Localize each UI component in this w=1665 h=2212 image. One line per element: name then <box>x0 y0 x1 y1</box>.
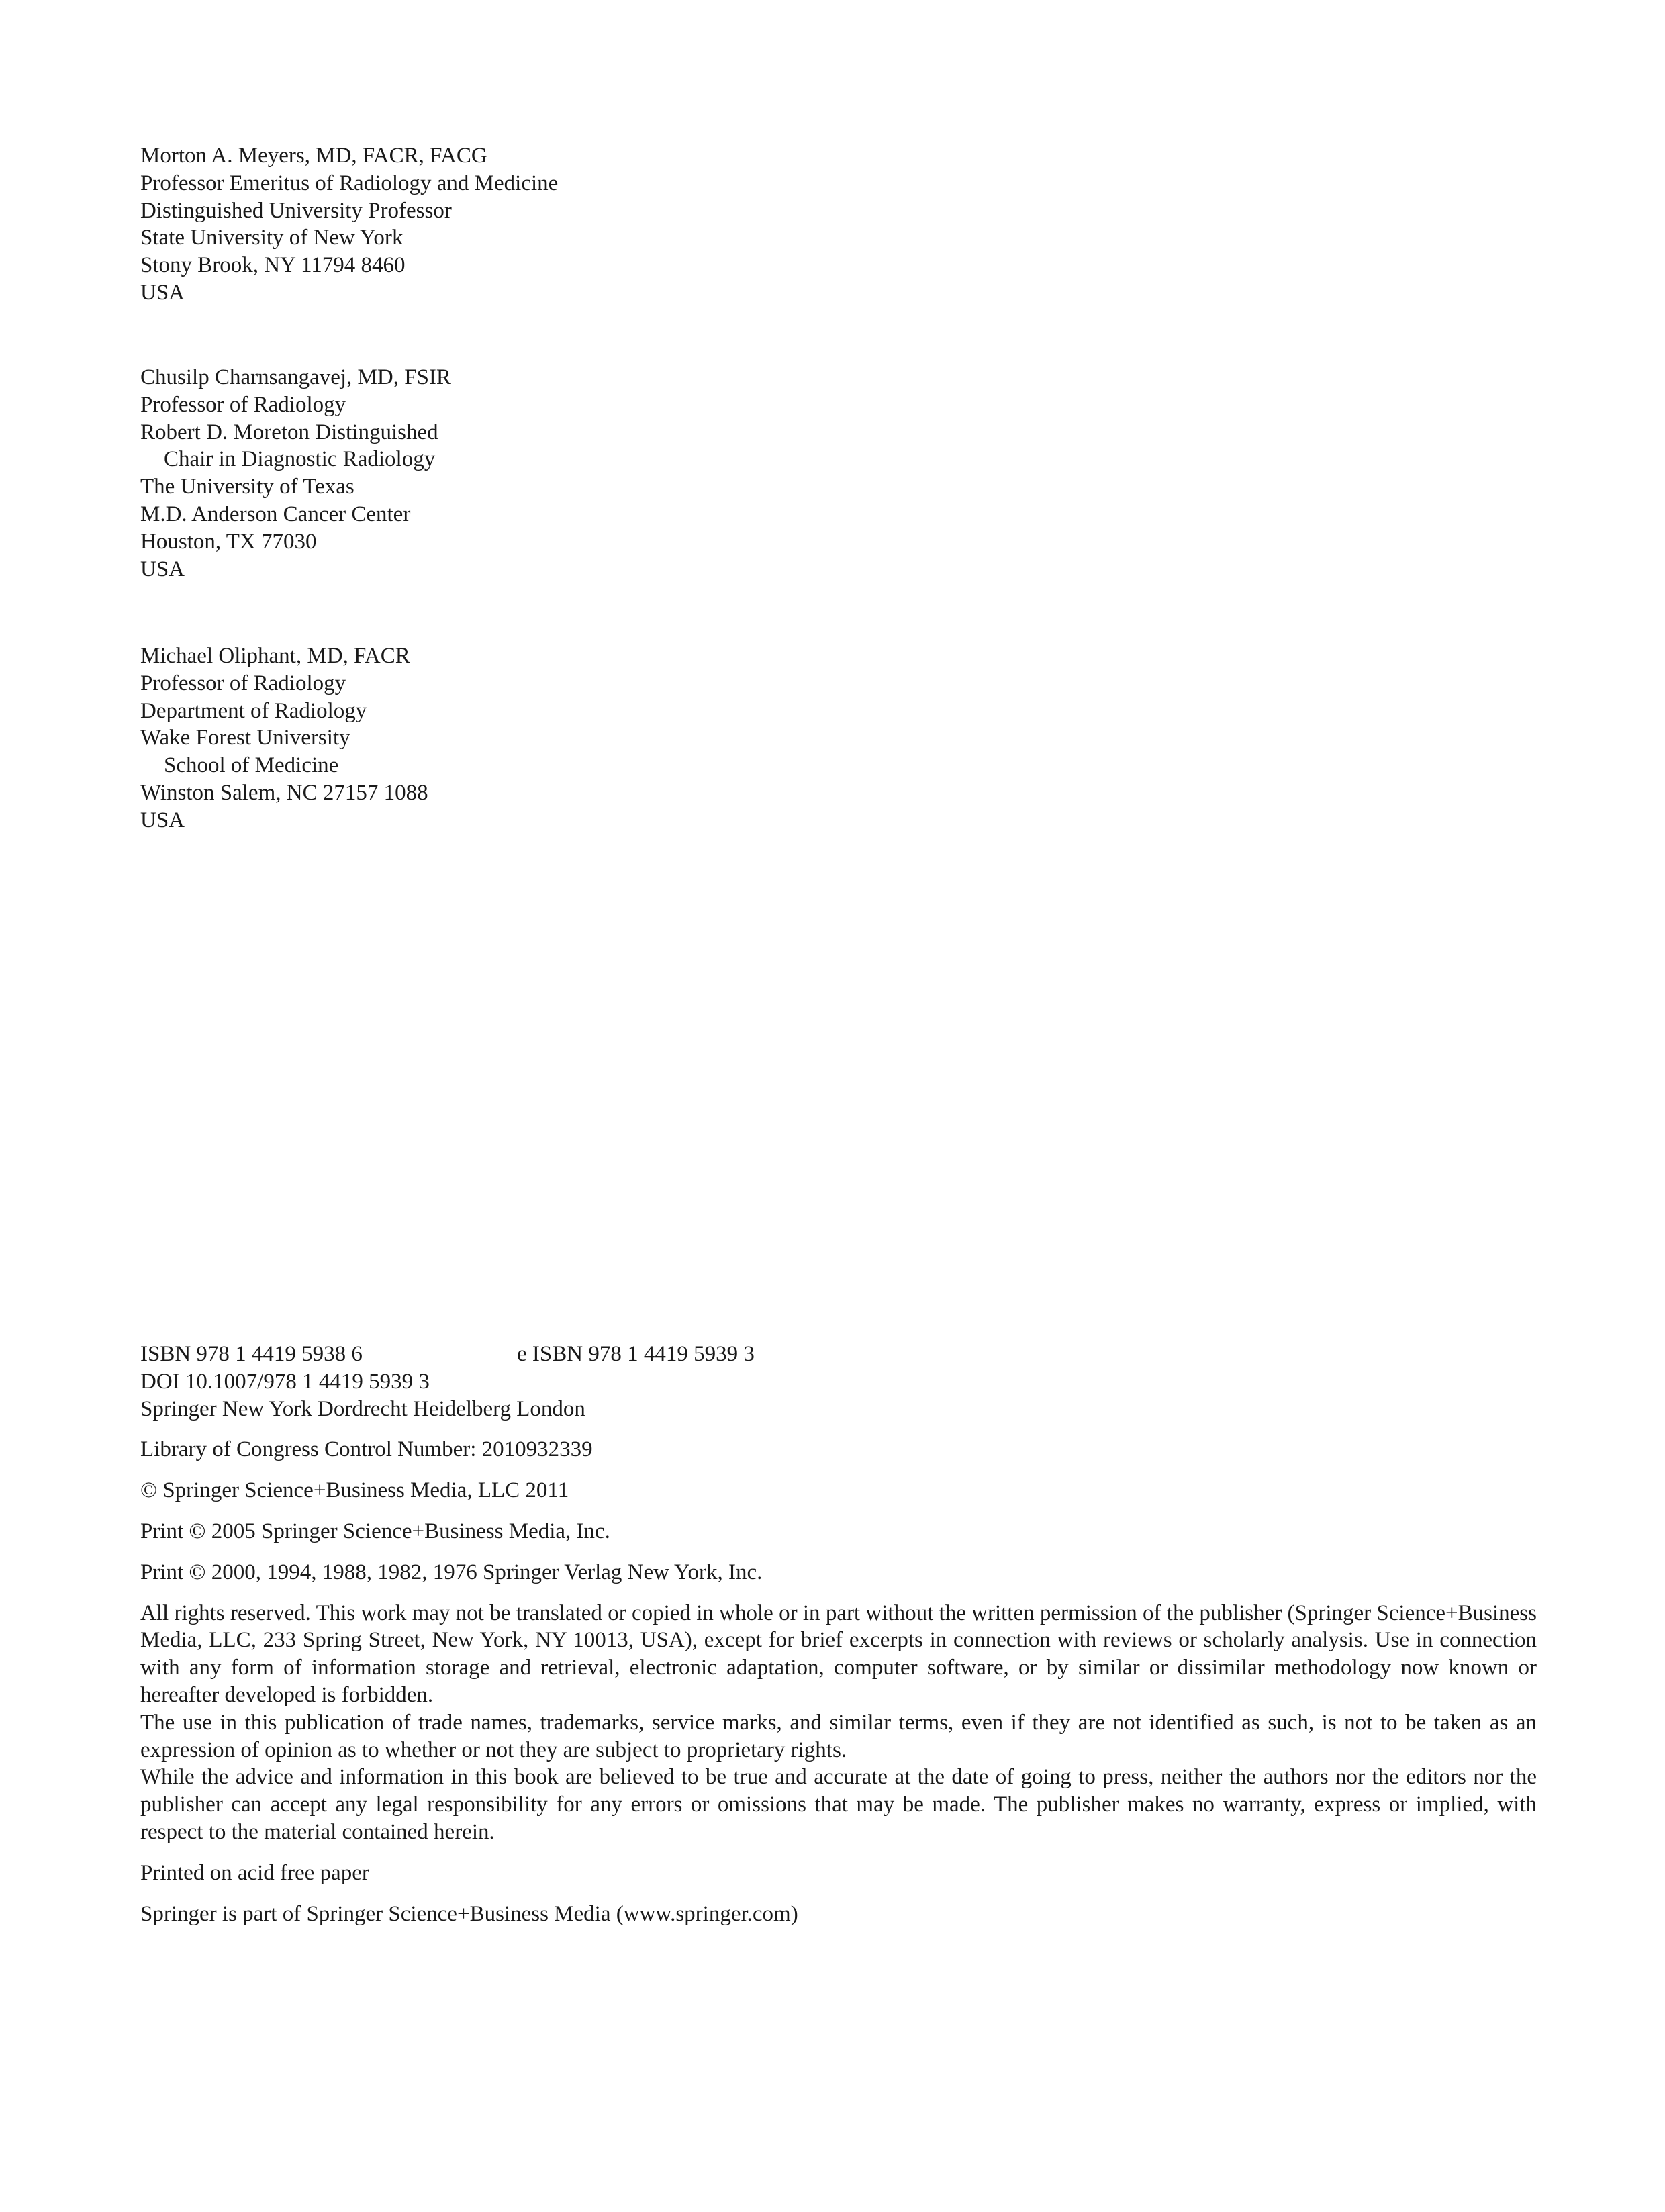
springer-note: Springer is part of Springer Science+Business Media (www.springer.com) <box>140 1901 798 1926</box>
author-institution: The University of Texas <box>140 475 354 499</box>
author-title: Professor of Radiology <box>140 392 346 417</box>
author-title: Professor Emeritus of Radiology and Medicine <box>140 171 559 195</box>
author-city: Winston Salem, NC 27157 1088 <box>140 780 428 805</box>
isbn-row <box>140 1341 1537 1368</box>
author-institution: Wake Forest University <box>140 726 350 751</box>
lccn: Library of Congress Control Number: 2010932339 <box>140 1437 593 1462</box>
publication-info <box>140 1341 1537 1927</box>
publisher-cities: Springer New York Dordrecht Heidelberg London <box>140 1396 585 1421</box>
author-department: Department of Radiology <box>140 698 367 723</box>
author-name: Michael Oliphant, MD, FACR <box>140 644 410 668</box>
rights-paragraph: All rights reserved. This work may not be translated or copied in whole or in part without the written permission of the publisher (Springer Science+Business Media, LLC, 233 Spring Street, New York, NY 10013, USA), except for brief excerpts in connection with reviews or scholarly analysis. Use in connection with any form of information storage and retrieval, electronic adaptation, computer software, or by similar or dissimilar methodology now known or hereafter developed is forbidden. <box>140 1600 1537 1707</box>
disclaimer-paragraph: While the advice and information in this book are believed to be true and accurate at the date of going to press, neither the authors nor the editors nor the publisher can accept any legal responsibility for any errors or omissions that may be made. The publisher makes no warranty, express or implied, with respect to the material contained herein. <box>140 1765 1537 1844</box>
author-country: USA <box>140 280 185 305</box>
author-title: Robert D. Moreton Distinguished <box>140 420 438 444</box>
doi: DOI 10.1007/978 1 4419 5939 3 <box>140 1369 430 1394</box>
author-address-meyers <box>140 142 558 307</box>
e-isbn: e ISBN 978 1 4419 5939 3 <box>517 1342 755 1366</box>
author-address-oliphant <box>140 642 428 834</box>
author-title: Distinguished University Professor <box>140 198 452 223</box>
print-earlier: Print © 2000, 1994, 1988, 1982, 1976 Springer Verlag New York, Inc. <box>140 1559 763 1584</box>
author-name: Chusilp Charnsangavej, MD, FSIR <box>140 365 451 389</box>
author-country: USA <box>140 808 185 832</box>
print-2005: Print © 2005 Springer Science+Business Media, Inc. <box>140 1519 610 1543</box>
trademark-paragraph: The use in this publication of trade names, trademarks, service marks, and similar terms, even if they are not identified as such, is not to be taken as an expression of opinion as to whether or not they are subject to proprietary rights. <box>140 1710 1537 1762</box>
author-name: Morton A. Meyers, MD, FACR, FACG <box>140 144 487 168</box>
author-title: Chair in Diagnostic Radiology <box>164 447 436 472</box>
author-city: Stony Brook, NY 11794 8460 <box>140 253 406 278</box>
author-institution: M.D. Anderson Cancer Center <box>140 501 411 526</box>
isbn: ISBN 978 1 4419 5938 6 <box>140 1342 363 1366</box>
paper-note: Printed on acid free paper <box>140 1860 369 1885</box>
author-institution: School of Medicine <box>164 753 339 778</box>
copyright: © Springer Science+Business Media, LLC 2011 <box>140 1478 569 1503</box>
author-title: Professor of Radiology <box>140 671 346 695</box>
author-institution: State University of New York <box>140 226 403 250</box>
author-country: USA <box>140 557 185 581</box>
author-address-charnsangavej <box>140 364 451 583</box>
author-city: Houston, TX 77030 <box>140 529 317 554</box>
